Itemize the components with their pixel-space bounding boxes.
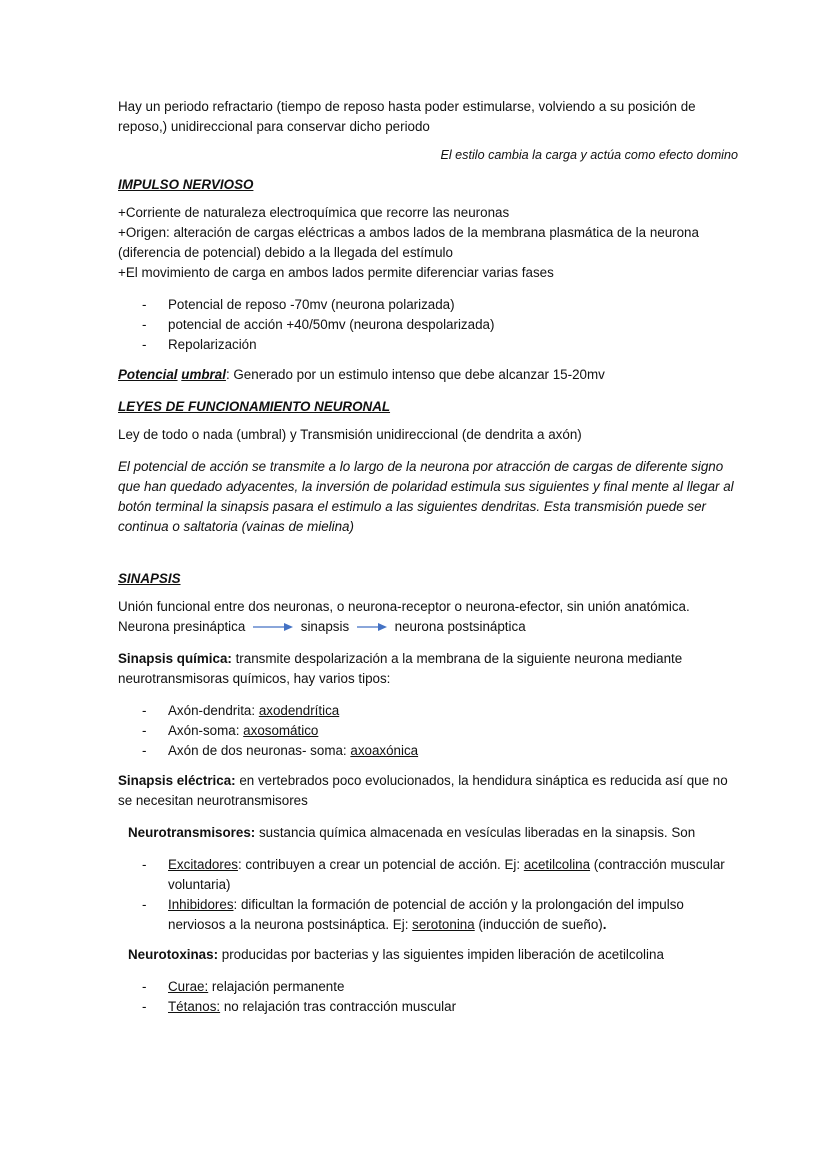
toxina-text: relajación permanente [208, 979, 345, 994]
neurotoxinas-text: producidas por bacterias y las siguientes impiden liberación de acetilcolina [218, 947, 664, 962]
list-item [118, 895, 738, 935]
excitadores-term: Excitadores [168, 857, 238, 872]
sinapsis-definition: Unión funcional entre dos neuronas, o neurona-receptor o neurona-efector, sin unión anatómica. [118, 599, 690, 614]
tipo-term: axosomático [243, 723, 319, 738]
list-item [118, 741, 738, 761]
sinapsis-flow [118, 617, 738, 637]
toxina-text: no relajación tras contracción muscular [220, 999, 457, 1014]
list-item [118, 701, 738, 721]
neurotransmisores-paragraph [118, 823, 738, 843]
inhibidores-text: : dificultan la formación de potencial de acción y la prolongación del impulso nerviosos a la neurona postsináptica. Ej: [168, 897, 684, 932]
document-page [118, 97, 738, 1027]
arrow-right-icon [357, 622, 387, 632]
tipo-prefix: Axón-dendrita: [168, 703, 259, 718]
excitadores-example: acetilcolina [523, 857, 591, 872]
sinapsis-electrica [118, 771, 738, 811]
list-item [118, 721, 738, 741]
quimica-text: transmite despolarización a la membrana de la siguiente neurona mediante neurotransmisoras químicos, hay varios tipos: [118, 651, 683, 686]
electrica-text: en vertebrados poco evolucionados, la hendidura sináptica es reducida así que no se necesitan neurotransmisores [118, 773, 728, 808]
flow-step: sinapsis [300, 619, 350, 634]
umbral-term-2: umbral [181, 367, 226, 382]
list-item [118, 977, 738, 997]
quimica-label: Sinapsis química: [118, 651, 232, 666]
section-gap [118, 537, 738, 569]
impulso-line: +El movimiento de carga en ambos lados permite diferenciar varias fases [118, 265, 554, 280]
excitadores-tail: (contracción muscular voluntaria) [168, 857, 725, 892]
impulso-line: +Origen: alteración de cargas eléctricas a ambos lados de la membrana plasmática de la neurona (diferencia de potencial) debido a la llegada del estímulo [118, 225, 699, 260]
sinapsis-quimica [118, 649, 738, 689]
intro-paragraph: Hay un periodo refractario (tiempo de reposo hasta poder estimularse, volviendo a su posición de reposo,) unidireccional para conservar dicho periodo [118, 99, 696, 134]
list-item [118, 855, 738, 895]
leyes-paragraph: El potencial de acción se transmite a lo largo de la neurona por atracción de cargas de diferente signo que han quedado adyacentes, la inversión de polaridad estimula sus siguientes y final mente al llegar al botón terminal la sinapsis pasara el estimulo a las siguientes dendritas. Esta transmisión puede ser continua o saltatoria (vainas de mielina) [118, 459, 734, 534]
umbral-text: : Generado por un estimulo intenso que debe alcanzar 15-20mv [225, 367, 605, 382]
umbral-term-1: Potencial [118, 367, 178, 382]
inhibidores-example: serotonina [412, 917, 475, 932]
leyes-line: Ley de todo o nada (umbral) y Transmisión unidireccional (de dendrita a axón) [118, 427, 582, 442]
list-item: - Repolarización [118, 335, 738, 355]
toxina-term: Curae: [168, 979, 209, 994]
list-item: - Potencial de reposo -70mv (neurona polarizada) [118, 295, 738, 315]
impulso-lines [118, 203, 738, 283]
heading-leyes: LEYES DE FUNCIONAMIENTO NEURONAL [118, 399, 391, 414]
heading-sinapsis: SINAPSIS [118, 571, 181, 586]
tipo-term: axodendrítica [258, 703, 340, 718]
neurotransmisores-list [118, 855, 738, 935]
impulso-line: +Corriente de naturaleza electroquímica que recorre las neuronas [118, 205, 510, 220]
electrica-label: Sinapsis eléctrica: [118, 773, 236, 788]
excitadores-text: : contribuyen a crear un potencial de acción. Ej: [237, 857, 524, 872]
list-item [118, 997, 738, 1017]
neurotoxinas-label: Neurotoxinas: [128, 947, 219, 962]
fases-list [118, 295, 738, 355]
flow-step: neurona postsináptica [394, 619, 526, 634]
heading-impulso-nervioso: IMPULSO NERVIOSO [118, 177, 254, 192]
toxina-term: Tétanos: [168, 999, 221, 1014]
tipos-list [118, 701, 738, 761]
tipo-prefix: Axón de dos neuronas- soma: [168, 743, 351, 758]
neurotransmisores-label: Neurotransmisores: [128, 825, 256, 840]
intro-note: El estilo cambia la carga y actúa como efecto domino [440, 148, 738, 162]
umbral-paragraph [118, 365, 738, 385]
tipo-term: axoaxónica [350, 743, 419, 758]
tipo-prefix: Axón-soma: [168, 723, 244, 738]
list-item: - potencial de acción +40/50mv (neurona despolarizada) [118, 315, 738, 335]
inhibidores-term: Inhibidores [168, 897, 234, 912]
neurotoxinas-paragraph [118, 945, 738, 965]
neurotoxinas-list [118, 977, 738, 1017]
inhibidores-tail: (inducción de sueño) [474, 917, 603, 932]
arrow-right-icon [253, 622, 293, 632]
neurotransmisores-text: sustancia química almacenada en vesículas liberadas en la sinapsis. Son [255, 825, 696, 840]
inhibidores-dot: . [602, 917, 607, 932]
flow-step: Neurona presináptica [118, 619, 246, 634]
